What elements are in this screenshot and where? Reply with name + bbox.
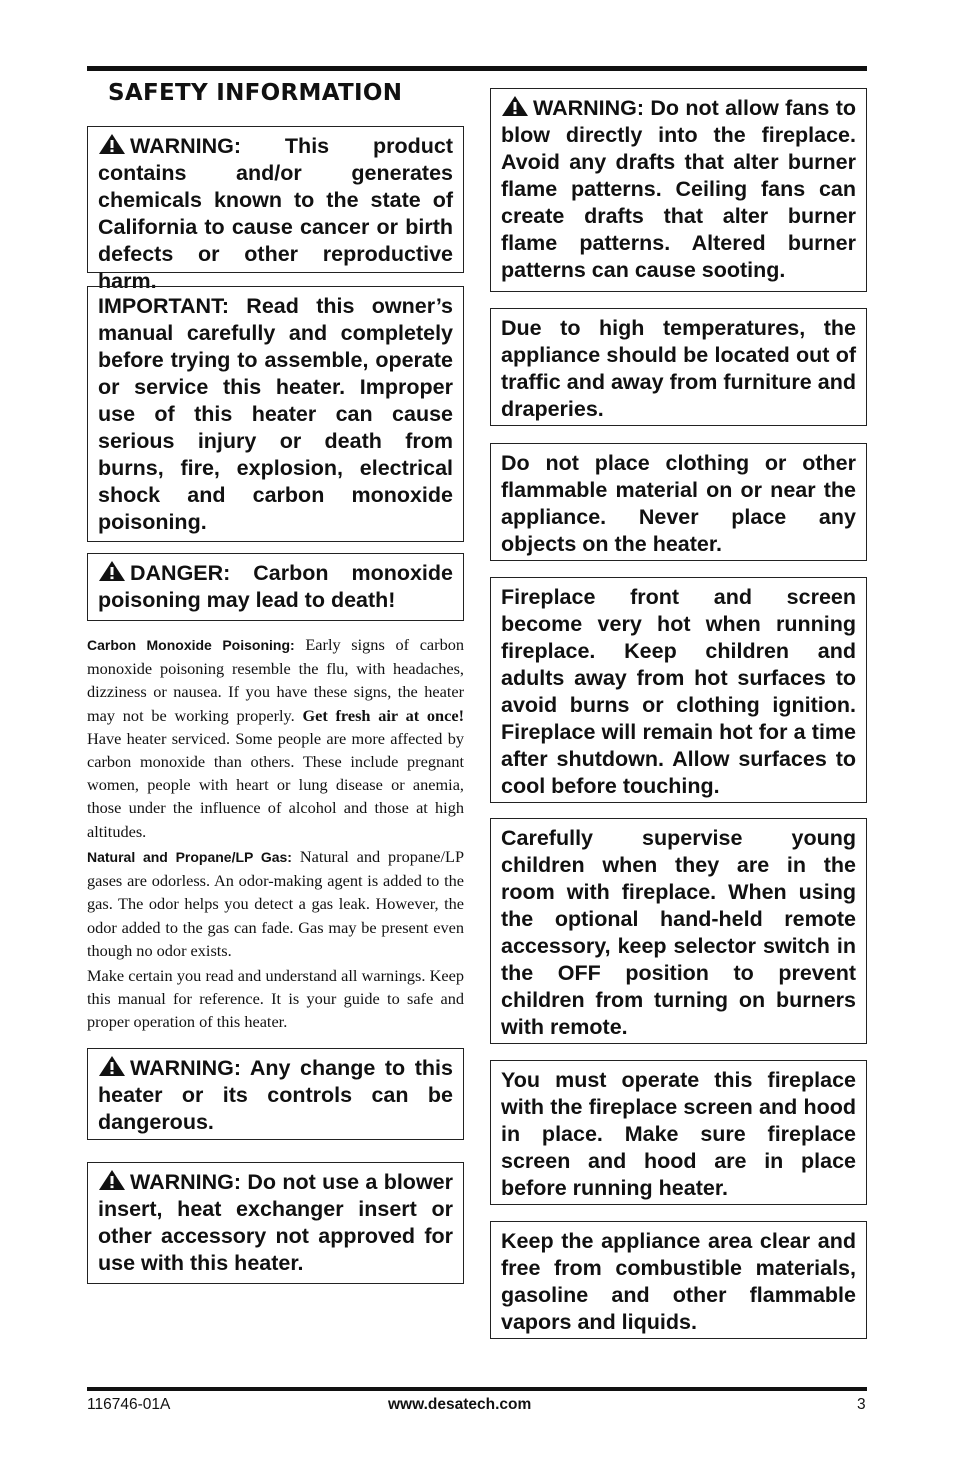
important-text: IMPORTANT: Read this owner’s manual carefully and completely before trying to assemble, operate or service this heater. Improper use of this heater can cause serious injury or death from burns, fire, explosion, electrical shock and carbon monoxide poisoning. <box>98 294 453 534</box>
warning-blower-box <box>87 1162 464 1284</box>
warning-fans-box <box>490 88 867 292</box>
warning-triangle-icon <box>98 133 126 155</box>
hot-front-text: Fireplace front and screen become very hot when running fireplace. Keep children and adults away from hot surfaces to avoid burns or clothing ignition. Fireplace will remain hot for a time after shutdown. Allow surfaces to cool before touching. <box>501 585 856 798</box>
warning-blower-text: WARNING: Do not use a blower insert, heat exchanger insert or other accessory not approved for use with this heater. <box>98 1170 453 1275</box>
clothing-box <box>490 443 867 561</box>
supervise-text: Carefully supervise young children when they are in the room with fireplace. When using the optional hand-held remote accessory, keep selector switch in the OFF position to prevent children from turning on burners with remote. <box>501 826 856 1039</box>
footer-page-number: 3 <box>857 1396 866 1413</box>
hot-front-box <box>490 577 867 803</box>
gas-text: Natural and propane/LP gases are odorless. An odor-making agent is added to the gas. The odor helps you detect a gas leak. However, the odor added to the gas can fade. Gas may be present even though no odor exists. <box>87 847 464 960</box>
read-paragraph <box>87 964 464 1034</box>
co-heading: Carbon Monoxide Poisoning: <box>87 637 295 653</box>
top-rule <box>87 66 867 71</box>
warning-triangle-icon <box>98 1169 126 1191</box>
warning-triangle-icon <box>501 95 529 117</box>
co-text-2: Have heater serviced. Some people are more affected by carbon monoxide than others. These include pregnant women, people with heart or lung disease or anemia, those under the influence of alcohol and those at high altitudes. <box>87 728 464 841</box>
footer-doc-number: 116746-01A <box>87 1396 171 1413</box>
danger-text: DANGER: Carbon monoxide poisoning may lead to death! <box>98 561 453 612</box>
co-paragraph <box>87 633 464 843</box>
warning-change-box <box>87 1048 464 1140</box>
warning-california-text: WARNING: This product contains and/or generates chemicals known to the state of California to cause cancer or birth defects or other reproductive harm. <box>98 134 453 293</box>
bottom-rule <box>87 1387 867 1391</box>
area-clear-box <box>490 1221 867 1339</box>
warning-triangle-icon <box>98 560 126 582</box>
screen-hood-box <box>490 1060 867 1205</box>
area-clear-text: Keep the appliance area clear and free from combustible materials, gasoline and other flammable vapors and liquids. <box>501 1229 856 1334</box>
screen-hood-text: You must operate this fireplace with the fireplace screen and hood in place. Make sure fireplace screen and hood are in place before running heater. <box>501 1068 856 1200</box>
clothing-text: Do not place clothing or other flammable material on or near the appliance. Never place any objects on the heater. <box>501 451 856 556</box>
danger-box <box>87 553 464 621</box>
gas-paragraph <box>87 845 464 962</box>
read-text: Make certain you read and understand all warnings. Keep this manual for reference. It is your guide to safe and proper operation of this heater. <box>87 966 464 1032</box>
warning-triangle-icon <box>98 1055 126 1077</box>
co-text-1: Early signs of carbon monoxide poisoning resemble the flu, with headaches, dizziness or nausea. If you have these signs, the heater may not be working properly. <box>87 635 465 725</box>
high-temp-text: Due to high temperatures, the appliance should be located out of traffic and away from furniture and draperies. <box>501 316 856 421</box>
supervise-box <box>490 818 867 1044</box>
high-temp-box <box>490 308 867 426</box>
page-title: SAFETY INFORMATION <box>108 80 403 106</box>
warning-fans-text: WARNING: Do not allow fans to blow directly into the fireplace. Avoid any drafts that alter burner flame patterns. Ceiling fans can create drafts that alter burner flame patterns. Altered burner patterns can cause sooting. <box>501 96 856 282</box>
footer-url[interactable]: www.desatech.com <box>388 1396 532 1413</box>
warning-california-box <box>87 126 464 293</box>
gas-heading: Natural and Propane/LP Gas: <box>87 849 292 865</box>
co-bold: Get fresh air at once! <box>302 705 464 725</box>
important-box <box>87 286 464 542</box>
warning-change-text: WARNING: Any change to this heater or its controls can be dangerous. <box>98 1056 453 1134</box>
